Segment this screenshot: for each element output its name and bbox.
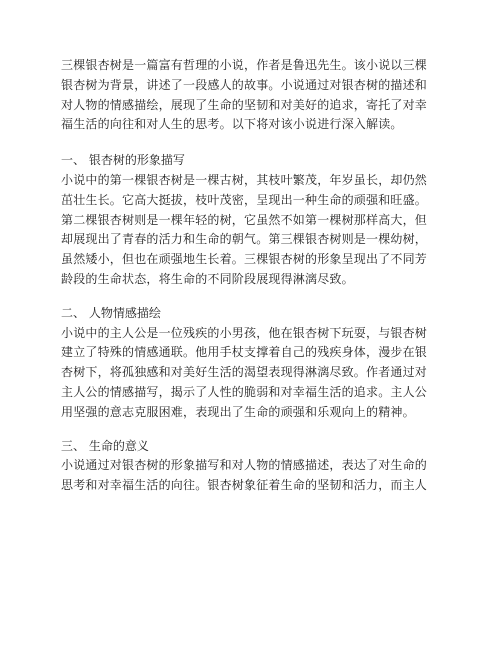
section1-line: 第二棵银杏树则是一棵年轻的树，它虽然不如第一棵树那样高大，但 (61, 212, 428, 227)
section3-line: 小说通过对银杏树的形象描写和对人物的情感描述，表达了对生命的 (61, 458, 428, 473)
section2-line: 建立了特殊的情感通联。他用手杖支撑着自己的残疾身体，漫步在银 (61, 345, 428, 360)
document-page (61, 56, 429, 496)
section1-heading: 一、 银杏树的形象描写 (61, 153, 185, 168)
section1-line: 却展现出了青春的活力和生命的朝气。第三棵银杏树则是一棵幼树， (61, 232, 428, 247)
intro-line: 福生活的向往和对人生的思考。以下将对该小说进行深入解读。 (61, 117, 403, 132)
section3-heading: 三、 生命的意义 (61, 438, 149, 453)
section1-line: 虽然矮小，但也在顽强地生长着。三棵银杏树的形象呈现出了不同芳 (61, 252, 428, 267)
section2-heading: 二、 人物情感描绘 (61, 305, 161, 320)
section2-line: 用坚强的意志克服困难，表现出了生命的顽强和乐观向上的精神。 (61, 404, 415, 419)
section1-paragraph (61, 171, 429, 290)
section1-line: 茁壮生长。它高大挺拔，枝叶茂密，呈现出一种生命的顽强和旺盛。 (61, 192, 428, 207)
section2-line: 杏树下，将孤独感和对美好生活的渴望表现得淋漓尽致。作者通过对 (61, 365, 428, 380)
intro-line: 对人物的情感描绘，展现了生命的坚韧和对美好的追求，寄托了对幸 (61, 97, 428, 112)
section3-line: 思考和对幸福生活的向往。银杏树象征着生命的坚韧和活力，而主人 (61, 478, 428, 493)
section1-line: 龄段的生命状态，将生命的不同阶段展现得淋漓尽致。 (61, 271, 354, 286)
section3-paragraph (61, 456, 429, 496)
intro-paragraph (61, 56, 429, 135)
section2-line: 主人公的情感描写，揭示了人性的脆弱和对幸福生活的追求。主人公 (61, 384, 428, 399)
section2-paragraph (61, 324, 429, 423)
intro-line: 三棵银杏树是一篇富有哲理的小说，作者是鲁迅先生。该小说以三棵 (61, 58, 428, 72)
intro-line: 银杏树为背景，讲述了一段感人的故事。小说通过对银杏树的描述和 (61, 77, 428, 92)
section2-line: 小说中的主人公是一位残疾的小男孩，他在银杏树下玩耍，与银杏树 (61, 325, 428, 340)
section1-line: 小说中的第一棵银杏树是一棵古树，其枝叶繁茂，年岁虽长，却仍然 (61, 172, 428, 187)
